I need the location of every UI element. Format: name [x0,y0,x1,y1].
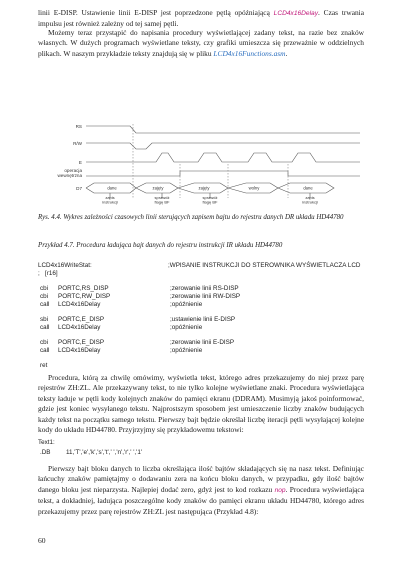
code-comment: ;WPISANIE INSTRUKCJI DO STEROWNIKA WYŚWIETLACZA LCD [168,262,361,269]
timing-diagram [38,120,364,205]
paragraph-text: Pierwszy bajt bloku danych to liczba określająca ilość bajtów składających się na nasz tekst. Definiując łańcuchy znaków pamiętajmy o dodawaniu zera na końcu bloku danych, w przypadku, gdy ilość bajtów danego bloku jest nieparzysta. Najlepiej dodać zero, gdyż jest to kod rozkazu [38,464,364,494]
code-body [38,277,364,369]
book-page [38,8,364,558]
paragraph-text: . Procedura wyświetlająca tekst, a dokładniej, ładująca poszczególne kody znaków do pamięci ekranu układu HD44780, którego adres przekazujemy przez parę rejestrów ZH:ZL jest następująca (Przykład 4.8): [38,484,364,516]
code-line [38,293,364,301]
timing-annotation: zapis instrukcji [302,195,318,205]
paragraph-text: linii E-DISP. Ustawienie linii E-DISP jest poprzedzone pętlą opóźniającą [38,8,274,17]
code-opcode: sbi [40,315,49,323]
code-line [38,270,364,278]
code-opcode: call [40,300,50,308]
code-line [38,439,364,447]
code-line [38,285,364,293]
d7-label: zajęty [198,185,210,191]
code-opcode: ret [40,362,48,370]
code-blank-line [38,354,364,362]
code-comment [170,362,364,370]
timing-annotation: sprawdź flagę BF [202,195,218,205]
code-operand [58,362,170,370]
timing-annotation: zapis instrukcji [102,195,118,205]
code-line [38,339,364,347]
code-opcode: cbi [40,285,49,293]
text-example [38,439,364,456]
code-blank-line [38,308,364,316]
code-operand: PORTC,E_DISP [58,315,105,323]
signal-label-internal: operacja wewnętrzna [57,168,82,178]
code-operand: PORTC,E_DISP [58,338,105,346]
code-comment: ;ustawienie linii E-DISP [170,315,236,323]
code-comment: ; [r16] [38,269,58,277]
paragraph-intro [38,8,364,30]
code-highlight: nop [274,486,286,494]
figure-caption: Rys. 4.4. Wykres zależności czasowych linii sterujących zapisem bajtu do rejestru danych DR układu HD44780 [38,214,344,221]
code-opcode: cbi [40,338,49,346]
timing-annotation: sprawdź flagę BF [154,195,170,205]
code-highlight: LCD4x16Delay [273,10,319,17]
code-line [38,262,364,270]
signal-label-d7: D7 [76,186,82,191]
code-comment: ;opóźnienie [170,300,203,308]
signal-label-rw: R/W [73,141,82,146]
code-blank-line [38,331,364,339]
code-blank-line [38,277,364,285]
code-directive: .DB [40,448,51,456]
code-comment: ;zerowanie linii E-DISP [170,338,235,346]
paragraph-explanation: Procedura, którą za chwilę omówimy, wyświetla tekst, którego adres przekazujemy do niej przez parę rejestrów ZH:ZL. Ale przekazywany tekst, to nie tylko kolejne wyświetlane znaki. Procedura wyświetlająca teksty ładuje w pętli kody kolejnych znaków do pamięci ekranu (DDRAM). Musimyją jakoś poinformować, gdzie jest koniec wysyłanego tekstu. Najprostszym sposobem jest umieszczenie liczby znaków budujących każdy tekst na początku samego tekstu. Pierwszy bajt będzie określał liczbę iteracji pętli wysyłającej kolejne kody do układu HD44780. Przyjrzyjmy się przykładowemu tekstowi: [38,373,364,435]
code-operand: PORTC,RS_DISP [58,285,109,293]
code-operand: PORTC,RW_DISP [58,292,111,300]
d7-label: zajęty [152,185,164,191]
paragraph-definition [38,464,364,517]
signal-label-e: E [78,160,82,165]
listing-caption: Przykład 4.7. Procedura ładująca bajt danych do rejestru instrukcji IR układu HD44780 [38,242,283,249]
paragraph-text: . [285,48,288,58]
code-listing [38,262,364,370]
code-comment: ;zerowanie linii RS-DISP [170,285,239,293]
code-label: LCD4x16WriteStat: [38,262,92,269]
file-name-link: LCD4x16Functions.asm [213,48,286,58]
code-opcode: cbi [40,292,49,300]
d7-label: wolny [248,185,260,191]
code-comment: ;zerowanie linii RW-DISP [170,292,241,300]
paragraph-text: Możemy teraz przystąpić do napisania procedury wyświetlającej zadany tekst, na razie bez znaków własnych. W dużych programach wyświetlane teksty, czy grafiki umieszcza się przeważnie w oddzielnych plikach. W naszym przykładzie teksty znajdują się w pliku [38,28,364,58]
page-number: 60 [38,536,46,545]
d7-label: dane [107,185,117,191]
code-opcode: call [40,323,50,331]
code-line [38,301,364,309]
code-line [38,362,364,370]
d7-label: dane [303,185,313,191]
code-operand: LCD4x16Delay [58,346,101,354]
paragraph-text: . Czas trwania impulsu jest również zależny od tej samej pętli. [38,8,365,29]
code-comment: ;opóźnienie [170,323,203,331]
paragraph-procedure [38,28,364,59]
code-line [38,316,364,324]
code-label: Text1: [38,439,55,446]
code-operand: LCD4x16Delay [58,323,101,331]
code-operand: LCD4x16Delay [58,300,101,308]
code-value: 11,'T','e','k','s','t',' ','n','r',' ','1' [66,448,143,456]
code-line [38,324,364,332]
code-line [38,449,364,457]
code-line [38,347,364,355]
signal-label-rs: RS [75,124,82,129]
code-opcode: call [40,346,50,354]
code-comment: ;opóźnienie [170,346,203,354]
